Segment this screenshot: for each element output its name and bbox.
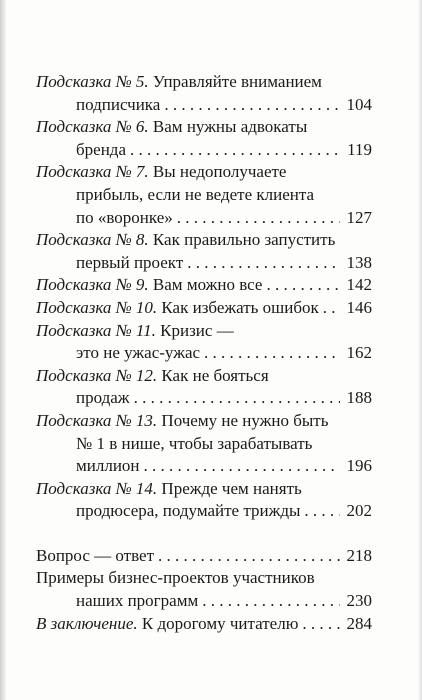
page-number: 188: [346, 388, 372, 408]
leader-dots: [304, 500, 340, 523]
toc-entry-11: [36, 320, 372, 365]
toc-entry-title-line: это не ужас-ужас: [76, 343, 201, 363]
toc-entry-title-line: Управляйте вниманием: [152, 72, 322, 91]
leader-dots: [134, 387, 340, 410]
toc-entry-title-line: Как не бояться: [161, 365, 269, 385]
leader-dots: [177, 207, 340, 230]
page-number: 146: [346, 297, 372, 317]
toc-entry-title-line: Примеры бизнес-проектов участников: [36, 568, 315, 588]
toc-entry-title-line: миллион: [76, 456, 140, 476]
toc-entry-6: [36, 116, 372, 161]
toc-entry-8: [36, 229, 372, 274]
leader-dots: [323, 297, 340, 320]
toc-entry-title-line: прибыль, если не ведете клиента: [76, 184, 315, 204]
leader-dots: [144, 455, 340, 478]
leader-dots: [204, 342, 340, 365]
leader-dots: [158, 545, 340, 568]
toc-entry-qa: [36, 545, 372, 568]
page-number: 196: [346, 456, 372, 476]
toc-entry-title-line: по «воронке»: [76, 207, 173, 227]
toc-entry-title-line: бренда: [76, 139, 126, 159]
toc-entry-7: [36, 161, 372, 229]
toc-entry-12: [36, 365, 372, 410]
leader-dots: [302, 613, 340, 636]
page-edge-right: [418, 0, 422, 700]
toc-entry-title-line: Вам нужны адвокаты: [152, 117, 308, 137]
page-number: 104: [346, 94, 372, 114]
page-number: 127: [346, 207, 372, 227]
toc-entry-title-line: № 1 в нише, чтобы зарабатывать: [76, 433, 313, 453]
leader-dots: [266, 274, 340, 297]
page-number: 142: [346, 275, 372, 295]
toc-entry-label: Подсказка № 9.: [36, 275, 149, 295]
toc-entry-label: Подсказка № 6.: [36, 117, 149, 137]
toc-entry-title-line: Кризис —: [160, 320, 234, 340]
page-number: 202: [346, 501, 372, 521]
toc-entry-label: Подсказка № 13.: [36, 410, 158, 430]
toc-entry-title-line: подписчика: [76, 94, 161, 114]
toc-entry-label: В заключение.: [36, 613, 138, 633]
table-of-contents: [36, 71, 372, 635]
toc-entry-label: Подсказка № 14.: [36, 478, 158, 498]
toc-entry-13: [36, 410, 372, 478]
toc-entry-title-line: Как избежать ошибок: [161, 297, 319, 317]
toc-entry-title-line: Прежде чем нанять: [161, 478, 302, 498]
toc-entry-label: Подсказка № 11.: [36, 320, 156, 340]
toc-entry-examples: [36, 567, 372, 612]
toc-entry-conclusion: [36, 613, 372, 636]
toc-entry-label: Подсказка № 12.: [36, 365, 158, 385]
page-number: 218: [346, 545, 372, 565]
toc-entry-title-line: продюсера, подумайте трижды: [76, 501, 301, 521]
toc-entry-label: Подсказка № 8.: [36, 230, 149, 250]
leader-dots: [187, 252, 340, 275]
toc-entry-5: [36, 71, 372, 116]
toc-entry-title-line: Вы недополучаете: [152, 162, 287, 182]
toc-entry-title-line: наших программ: [76, 591, 199, 611]
toc-entry-title-line: Как правильно запустить: [152, 230, 336, 250]
toc-entry-title-line: К дорогому читателю: [141, 613, 299, 633]
section-gap: [36, 523, 372, 545]
toc-entry-9: [36, 274, 372, 297]
toc-entry-label: Подсказка № 10.: [36, 297, 158, 317]
page-number: 119: [347, 139, 372, 159]
leader-dots: [164, 94, 340, 117]
leader-dots: [202, 590, 340, 613]
page-number: 230: [346, 591, 372, 611]
toc-entry-14: [36, 478, 372, 523]
page-number: 162: [346, 343, 372, 363]
toc-entry-title-line: продаж: [76, 388, 130, 408]
page-number: 284: [346, 613, 372, 633]
toc-entry-title-line: Вопрос — ответ: [36, 545, 155, 565]
toc-entry-title-line: Вам можно все: [152, 275, 263, 295]
toc-entry-label: Подсказка № 7.: [36, 162, 149, 182]
page-edge-left: [0, 0, 6, 700]
toc-entry-label: Подсказка № 5.: [36, 72, 149, 91]
toc-entry-title-line: Почему не нужно быть: [161, 410, 329, 430]
toc-entry-10: [36, 297, 372, 320]
leader-dots: [130, 139, 340, 162]
page-number: 138: [346, 252, 372, 272]
toc-entry-title-line: первый проект: [76, 252, 184, 272]
